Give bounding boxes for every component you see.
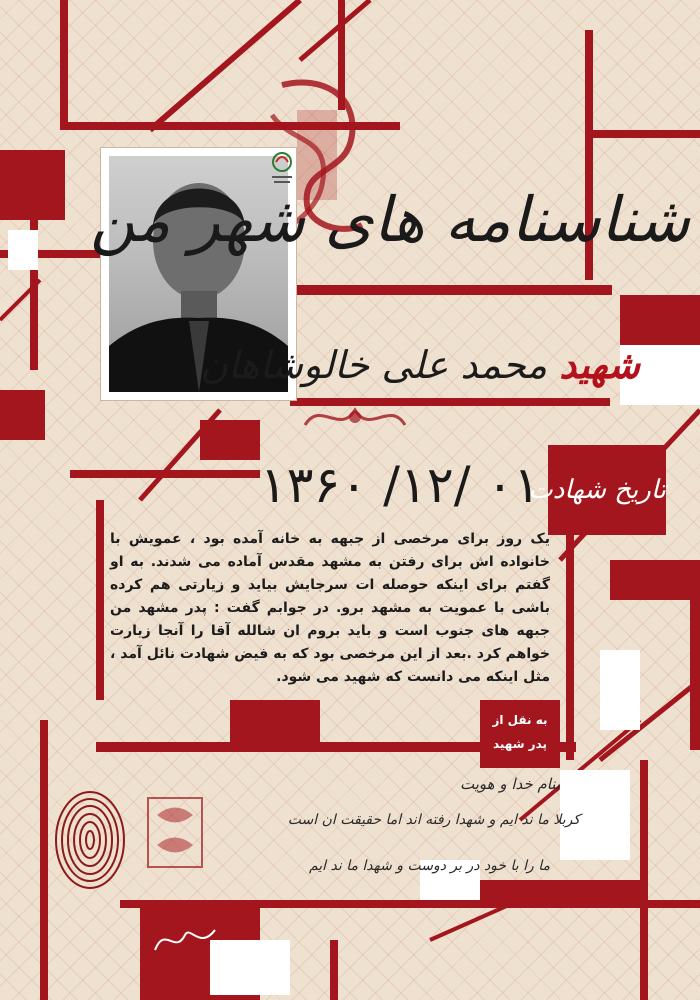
signature-icon [150,920,220,960]
martyrdom-date: ۱۳۶۰ /۱۲/ ۰۱ [259,456,541,514]
fingerprint-icon [50,785,130,895]
series-title: شناسنامه های شهر من [90,183,690,256]
martyr-name: محمد علی خالوشاهان [200,343,548,387]
martyr-title-word: شهید [559,342,640,387]
red-block-top-left [0,150,65,220]
martyr-name-line [200,330,640,400]
handwritten-note-line3: ما را با خود در بر دوست و شهدا ما ند ایم [308,858,550,874]
white-block-bottom-left [210,940,290,995]
memoir-text: یک روز برای مرخصی از جبهه به خانه آمده بود ، عمویش با خانواده اش برای رفتن به مشهد مقدس آماده می شدند. به او گفتم برای اینکه حوصله ات سرجایش بیاید و زیارتی هم کرده باشی با عمویت به مشهد برو. در جوابم گفت : پدر مشهد من جبهه های جنوب است و باید بروم ان شالله آقا را آنجا زیارت خواهم کرد .بعد از این مرخصی بود که به فیض شهادت نائل آمد ، مثل اینکه می دانست که شهید می شود. [110,531,550,685]
handwritten-note-line2: کربلا ما ند ایم و شهدا رفته اند اما حقیقت ان است [287,812,580,828]
ornament-under-name-icon [300,395,410,440]
memoir-source-line1: به نقل از [492,713,548,727]
handwritten-note-line1: بنام خدا و هویت [460,775,560,793]
martyrdom-date-label: تاریخ شهادت [528,475,666,505]
memoir-source-box [480,700,560,768]
red-block-right-mid [610,560,700,600]
red-block-center-left [200,420,260,460]
martyrdom-date-label-box [528,445,666,535]
red-block-lower-mid [230,700,320,745]
red-block-left-mid [0,390,45,440]
red-block-bottom-right [470,880,640,900]
white-block-left [8,230,38,270]
memoir-source-line2: پدر شهید [492,737,548,751]
white-block-right-lower [600,650,640,730]
